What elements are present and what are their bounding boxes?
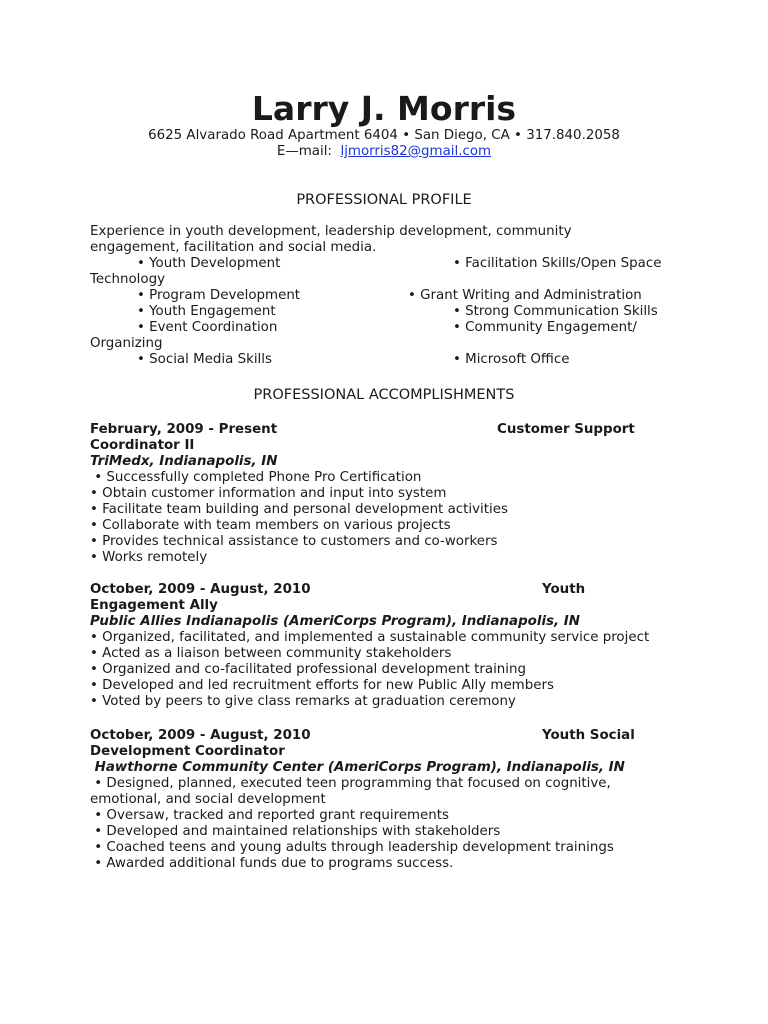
skill-item: • Youth Engagement xyxy=(137,304,276,319)
skill-item: • Youth Development xyxy=(137,256,281,271)
profile-summary-line: Experience in youth development, leadership development, community xyxy=(90,224,572,239)
job-title-continuation: Coordinator II xyxy=(90,438,195,453)
job-bullet: • Acted as a liaison between community stakeholders xyxy=(90,646,452,661)
skill-item: • Community Engagement/ xyxy=(453,320,637,335)
candidate-name: Larry J. Morris xyxy=(251,89,517,128)
job-bullet: • Organized, facilitated, and implemented a sustainable community service project xyxy=(90,630,650,645)
email-link[interactable]: ljmorris82@gmail.com xyxy=(340,144,492,159)
profile-heading: PROFESSIONAL PROFILE xyxy=(296,192,472,208)
job-bullet: • Successfully completed Phone Pro Certification xyxy=(90,470,422,485)
job-bullet: • Coached teens and young adults through leadership development trainings xyxy=(90,840,614,855)
email-label: E—mail: xyxy=(276,144,341,159)
skill-item: • Program Development xyxy=(137,288,301,303)
job-bullet: • Provides technical assistance to customers and co-workers xyxy=(90,534,498,549)
contact-address-line: 6625 Alvarado Road Apartment 6404 • San Diego, CA • 317.840.2058 xyxy=(148,128,620,143)
job-bullet: • Works remotely xyxy=(90,550,208,565)
job-bullet: • Collaborate with team members on various projects xyxy=(90,518,451,533)
contact-email-line xyxy=(0,144,768,160)
job-dates: February, 2009 - Present xyxy=(90,422,278,437)
job-title: Youth xyxy=(542,582,586,597)
skill-item: • Microsoft Office xyxy=(453,352,570,367)
job-bullet: • Developed and led recruitment efforts for new Public Ally members xyxy=(90,678,554,693)
job-bullet: • Awarded additional funds due to programs success. xyxy=(90,856,454,871)
skill-item: • Event Coordination xyxy=(137,320,278,335)
job-organization: Hawthorne Community Center (AmeriCorps Program), Indianapolis, IN xyxy=(90,760,625,775)
job-bullet: • Voted by peers to give class remarks at graduation ceremony xyxy=(90,694,516,709)
skill-item: • Grant Writing and Administration xyxy=(408,288,642,303)
job-bullet: • Developed and maintained relationships with stakeholders xyxy=(90,824,501,839)
job-dates: October, 2009 - August, 2010 xyxy=(90,582,311,597)
skill-item-continuation: Technology xyxy=(90,272,166,287)
job-bullet: • Organized and co-facilitated professional development training xyxy=(90,662,526,677)
job-bullet: • Designed, planned, executed teen programming that focused on cognitive, xyxy=(90,776,611,791)
skill-item-continuation: Organizing xyxy=(90,336,163,351)
job-bullet-continuation: emotional, and social development xyxy=(90,792,326,807)
job-title-continuation: Engagement Ally xyxy=(90,598,218,613)
job-dates: October, 2009 - August, 2010 xyxy=(90,728,311,743)
job-organization: TriMedx, Indianapolis, IN xyxy=(90,454,278,469)
job-title: Customer Support xyxy=(497,422,635,437)
job-title-continuation: Development Coordinator xyxy=(90,744,285,759)
job-title: Youth Social xyxy=(542,728,635,743)
accomplishments-heading: PROFESSIONAL ACCOMPLISHMENTS xyxy=(253,387,515,403)
job-bullet: • Obtain customer information and input into system xyxy=(90,486,447,501)
profile-summary-line: engagement, facilitation and social media. xyxy=(90,240,377,255)
skill-item: • Facilitation Skills/Open Space xyxy=(453,256,662,271)
skill-item: • Strong Communication Skills xyxy=(453,304,658,319)
job-bullet: • Facilitate team building and personal development activities xyxy=(90,502,508,517)
skill-item: • Social Media Skills xyxy=(137,352,272,367)
job-organization: Public Allies Indianapolis (AmeriCorps Program), Indianapolis, IN xyxy=(90,614,580,629)
job-bullet: • Oversaw, tracked and reported grant requirements xyxy=(90,808,450,823)
